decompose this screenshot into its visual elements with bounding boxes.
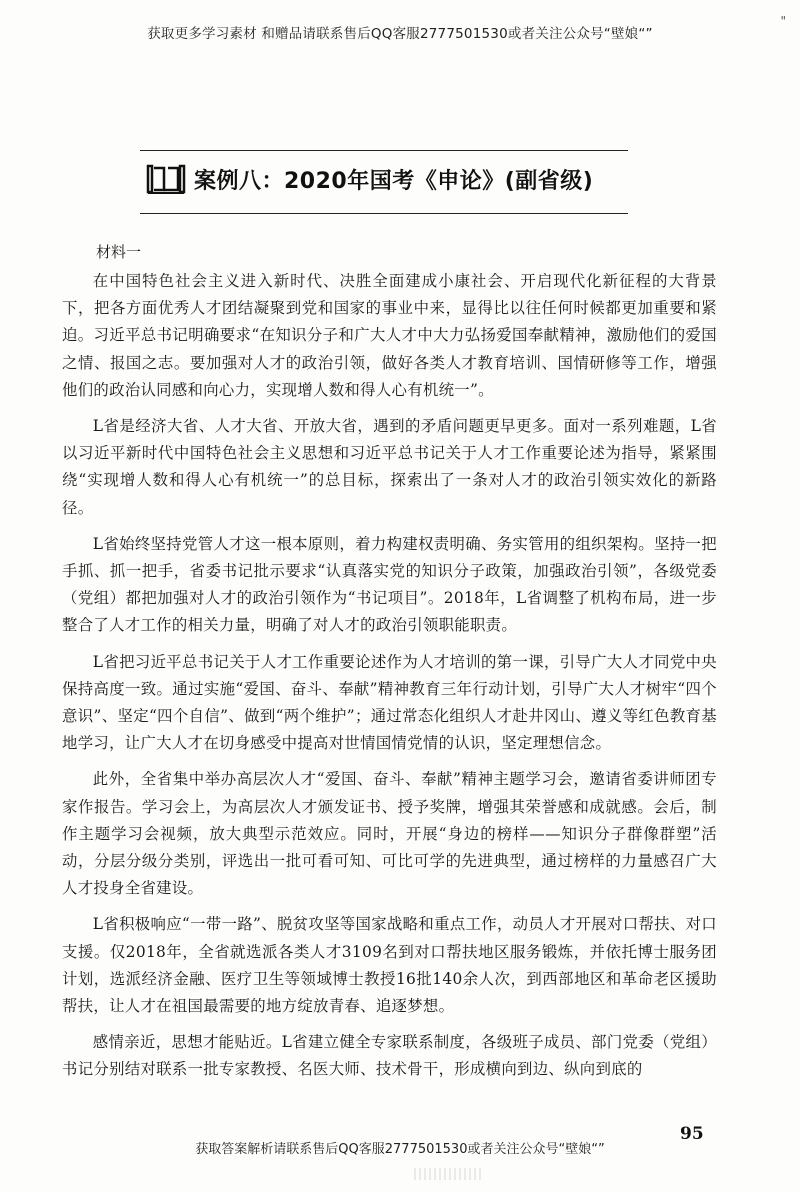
- paragraph: L省是经济大省、人才大省、开放大省，遇到的矛盾问题更早更多。面对一系列难题，L省以习近平新时代中国特色社会主义思想和习近平总书记关于人才工作重要论述为指导，紧紧围绕“实现增人数和得人心有机统一”的总目标，探索出了一条对人才的政治引领实效化的新路径。: [62, 417, 717, 517]
- paragraph: L省把习近平总书记关于人才工作重要论述作为人才培训的第一课，引导广大人才同党中央保持高度一致。通过实施“爱国、奋斗、奉献”精神教育三年行动计划，引导广大人才树牢“四个意识”、坚定“四个自信”、做到“两个维护”；通过常态化组织人才赴井冈山、遵义等红色教育基地学习，让广大人才在切身感受中提高对世情国情党情的认识，坚定理想信念。: [62, 652, 717, 753]
- paragraph: 感情亲近，思想才能贴近。L省建立健全专家联系制度，各级班子成员、部门党委（党组）书记分别结对联系一批专家教授、名医大师、技术骨干，形成横向到边、纵向到底的: [62, 1033, 717, 1079]
- paragraph: 在中国特色社会主义进入新时代、决胜全面建成小康社会、开启现代化新征程的大背景下，把各方面优秀人才团结凝聚到党和国家的事业中来，显得比以往任何时候都更加重要和紧迫。习近平总书记明确要求“在知识分子和广大人才中大力弘扬爱国奉献精神，激励他们的爱国之情、报国之志。要加强对人才的政治引领，做好各类人才教育培训、国情研修等工作，增强他们的政治认同感和向心力，实现增人数和得人心有机统一”。: [62, 272, 717, 399]
- paragraph: L省积极响应“一带一路”、脱贫攻坚等国家战略和重点工作，动员人才开展对口帮扶、对口支援。仅2018年，全省就选派各类人才3109名到对口帮扶地区服务锻炼，并依托博士服务团计划，选派经济金融、医疗卫生等领域博士教授16批140余人次，到西部地区和革命老区援助帮扶，让人才在祖国最需要的地方绽放青春、追逐梦想。: [62, 915, 717, 1016]
- page-number: 95: [680, 1124, 704, 1144]
- page-title: 案例八：2020年国考《申论》(副省级): [194, 168, 594, 194]
- footer-note: 获取答案解析请联系售后QQ客服2777501530或者关注公众号“壁娘“”: [195, 1142, 605, 1157]
- header-note: 获取更多学习素材 和赠品请联系售后QQ客服2777501530或者关注公众号“壁娘“”: [147, 26, 653, 42]
- paragraph: L省始终坚持党管人才这一根本原则，着力构建权责明确、务实管用的组织架构。坚持一把手抓、抓一把手，省委书记批示要求“认真落实党的知识分子政策，加强政治引领”，各级党委（党组）都把加强对人才的政治引领作为“书记项目”。2018年，L省调整了机构布局，进一步整合了人才工作的相关力量，明确了对人才的政治引领职能职责。: [62, 534, 717, 635]
- open-book-icon: [146, 163, 186, 195]
- section-label: 材料一: [96, 243, 142, 261]
- scan-artifact: [414, 1168, 484, 1180]
- title-row: [146, 163, 593, 195]
- paragraph: 此外，全省集中举办高层次人才“爱国、奋斗、奉献”精神主题学习会，邀请省委讲师团专家作报告。学习会上，为高层次人才颁发证书、授予奖牌，增强其荣誉感和成就感。会后，制作主题学习会视频，放大典型示范效应。同时，开展“身边的榜样——知识分子群像群塑”活动，分层分级分类别，评选出一批可看可知、可比可学的先进典型，通过榜样的力量感召广大人才投身全省建设。: [62, 770, 717, 898]
- title-block: [140, 150, 628, 214]
- corner-mark: ": [780, 14, 786, 28]
- content-body: [62, 238, 717, 1093]
